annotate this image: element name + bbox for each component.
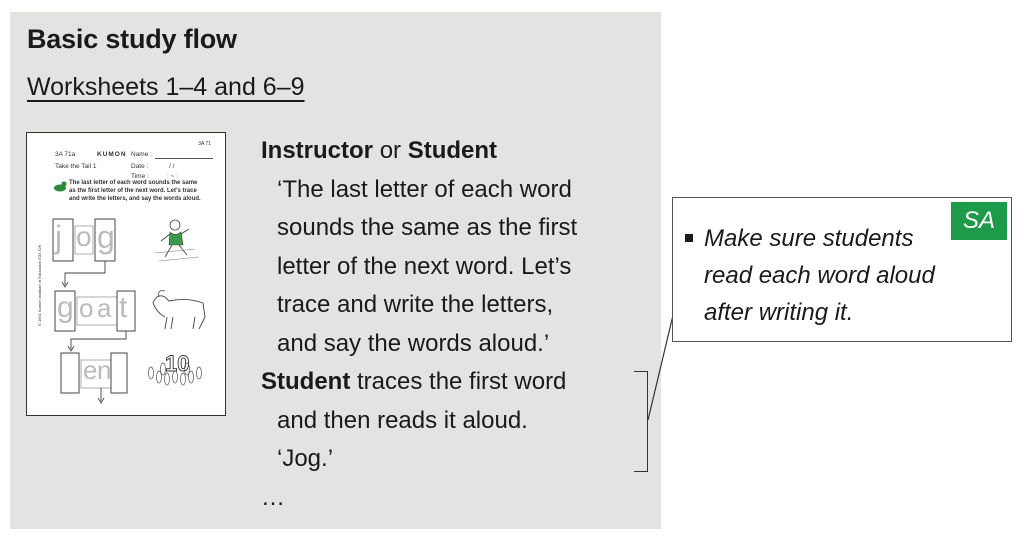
- note-text: [704, 220, 974, 331]
- step-1-line-4: trace and write the letters,: [277, 291, 554, 318]
- trace-letter-a: a: [97, 293, 112, 323]
- step-1-line-1: ‘The last letter of each word: [277, 175, 572, 203]
- trace-letter-g2: g: [57, 291, 74, 324]
- trace-letter-e: e: [83, 355, 98, 385]
- number-ten: 10: [165, 351, 190, 376]
- note-line-2: read each word aloud: [704, 262, 935, 289]
- worksheet-range-subtitle: Worksheets 1–4 and 6–9: [27, 73, 305, 101]
- trace-letter-j: j: [55, 219, 63, 255]
- trace-letter-g: g: [97, 219, 115, 255]
- trace-letter-o2: o: [79, 293, 94, 323]
- step-1-line-3: letter of the next word. Let’s: [277, 252, 572, 280]
- instruction-line-1: The last letter of each word sounds the same: [69, 180, 198, 186]
- exercise-title: Take the Tail 1: [55, 163, 97, 170]
- step-2-line-1: and then reads it aloud.: [277, 406, 528, 434]
- role-student: Student: [407, 137, 498, 164]
- ellipsis: …: [261, 483, 285, 511]
- name-label: Name :: [131, 151, 152, 158]
- trace-letter-o: o: [76, 221, 92, 252]
- instruction-line-3: and write the letters, and say the words aloud.: [69, 196, 201, 202]
- role-student-2: Student: [261, 368, 351, 395]
- note-line-1: Make sure students: [704, 225, 914, 252]
- instruction-line-2: as the first letter of the next word. Let's trace: [69, 188, 197, 194]
- step-2-first: traces the first word: [357, 368, 567, 395]
- step-2-line-2: ‘Jog.’: [277, 445, 334, 472]
- time-value: : ~ :: [167, 173, 179, 180]
- sa-badge: SA: [951, 202, 1007, 240]
- note-line-3: after writing it.: [704, 299, 854, 326]
- date-value: / /: [169, 163, 175, 170]
- trace-letter-t: t: [119, 291, 128, 324]
- role-or: or: [379, 137, 402, 164]
- worksheet-code: 3A 71a: [55, 151, 76, 158]
- bullet-icon: [685, 234, 693, 242]
- trace-letter-n: n: [97, 355, 112, 385]
- worksheet-code-small: 3A 71: [198, 141, 211, 147]
- step-1-line-5: and say the words aloud.’: [277, 329, 550, 357]
- time-label: Time :: [131, 173, 149, 180]
- role-instructor: Instructor: [261, 137, 374, 164]
- date-label: Date :: [131, 163, 149, 170]
- supervisor-note-box: [672, 197, 1012, 342]
- page-title: Basic study flow: [27, 24, 237, 54]
- copyright-text: © 1991 Kumon Institute of Education E33 326: [37, 244, 43, 327]
- kumon-logo: KUMON: [97, 151, 127, 158]
- step-1-line-2: sounds the same as the first: [277, 214, 578, 241]
